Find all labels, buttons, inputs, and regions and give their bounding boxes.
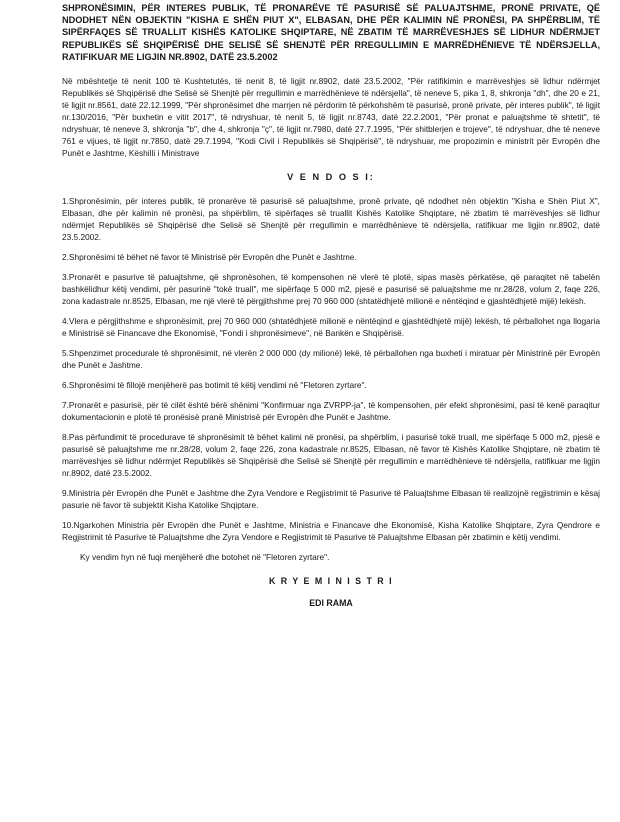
decision-item-8: 8.Pas përfundimit të procedurave të shpronësimit të bëhet kalimi në pronësi, pa shpërblim, i pasurisë tokë truall, me sipërfaqe 5 000 m2, pjesë e pasurisë së paluajtshme me nr.28/28, volum 2, faqe 226, zona kadastrale nr.8525, Elbasan, në favor të Kishës Katolike Shqiptare, në zbatim të marrëveshjes së lidhur ndërmjet Republikës së Shqipërisë dhe Selisë së Shenjtë për rregullimin e marrëdhënieve të ndërsjella, ratifikuar me ligjin nr.8902, datë 23.5.2002.: [62, 432, 600, 479]
closing-statement: Ky vendim hyn në fuqi menjëherë dhe botohet në "Fletoren zyrtare".: [80, 552, 330, 563]
decision-item-5: 5.Shpenzimet procedurale të shpronësimit, në vlerën 2 000 000 (dy milionë) lekë, të përballohen nga buxheti i miratuar për Ministrinë për Evropën dhe Punët e Jashtme.: [62, 348, 600, 371]
preamble-paragraph: Në mbështetje të nenit 100 të Kushtetutës, të nenit 8, të ligjit nr.8902, datë 23.5.2002, "Për ratifikimin e marrëveshjes së lidhur ndërmjet Republikës së Shqipërisë dhe Selisë së Shenjtë për rregullimin e marrëdhënieve të ndërsjella", të neneve 5, pika 1, 8, shkronja "dh", dhe 20 e 21, të ligjit nr.8561, datë 22.12.1999, "Për shpronësimet dhe marrjen në përdorim të përkohshëm të pasurisë, pronë private, për interes publik", të ligjit nr.130/2016, "Për buxhetin e vitit 2017", të ndryshuar, të nenit 5, të ligjit nr.8743, datë 22.2.2001, "Për pronat e paluajtshme të shtetit", të ndryshuar, të neneve 3, shkronja "b", dhe 4, shkronja "ç", të ligjit nr.7980, datë 27.7.1995, "Për shitblerjen e trojeve", të ndryshuar, dhe të neneve 761 e vijues, të ligjit nr.7850, datë 29.7.1994, "Kodi Civil i Republikës së Shqipërisë", të ndryshuar, me propozimin e ministrit për Evropën dhe Punët e Jashtme, Këshilli i Ministrave: [62, 76, 600, 159]
decision-item-3: 3.Pronarët e pasurive të paluajtshme, që shpronësohen, të kompensohen në vlerë të plotë, sipas masës përkatëse, që paraqitet në tabelën bashkëlidhur këtij vendimi, për pasurinë "tokë truall", me sipërfaqe 5 000 m2, pjesë e pasurisë së paluajtshme me nr.28/28, volum 2, faqe 226, zona kadastrale nr.8525, Elbasan, me një vlerë të përgjithshme prej 70 960 000 (shtatëdhjetë milionë e nëntëqind e gjashtëdhjetë mijë) lekësh.: [62, 272, 600, 307]
decision-item-9: 9.Ministria për Evropën dhe Punët e Jashtme dhe Zyra Vendore e Regjistrimit të Pasurive të Paluajtshme Elbasan të realizojnë regjistrimin e kësaj pasurie në favor të subjektit Kisha Katolike Shqiptare.: [62, 488, 600, 511]
decision-item-7: 7.Pronarët e pasurisë, për të cilët është bërë shënimi "Konfirmuar nga ZVRPP-ja", të kompensohen, për efekt shpronësimi, pasi të kenë paraqitur dokumentacionin e plotë të pronësisë pranë Ministrisë për Evropën dhe Punët e Jashtme.: [62, 400, 600, 423]
decision-item-6: 6.Shpronësimi të fillojë menjëherë pas botimit të këtij vendimi në "Fletoren zyrtare".: [62, 380, 367, 391]
signatory-title: K R Y E M I N I S T R I: [268, 576, 394, 587]
decision-item-2: 2.Shpronësimi të bëhet në favor të Ministrisë për Evropën dhe Punët e Jashtme.: [62, 252, 357, 263]
decision-item-4: 4.Vlera e përgjithshme e shpronësimit, prej 70 960 000 (shtatëdhjetë milionë e nëntëqind e gjashtëdhjetë mijë) lekësh, të përballohet nga llogaria e Ministrisë së Financave dhe Ekonomisë, "Fondi i shpronësimeve", në Bankën e Shqipërisë.: [62, 316, 600, 339]
decides-heading: V E N D O S I:: [287, 172, 375, 183]
signatory-name: EDI RAMA: [309, 598, 353, 609]
decision-item-10: 10.Ngarkohen Ministria për Evropën dhe Punët e Jashtme, Ministria e Financave dhe Ekonomisë, Kisha Katolike Shqiptare, Zyra Qendrore e Regjistrimit të Pasurive të Paluajtshme dhe Zyra Vendore e Regjistrimit të Pasurive të Paluajtshme Elbasan për zbatimin e këtij vendimi.: [62, 520, 600, 543]
document-title: SHPRONËSIMIN, PËR INTERES PUBLIK, TË PRONARËVE TË PASURISË SË PALUAJTSHME, PRONË PRIVATE, QË NDODHET NËN OBJEKTIN "KISHA E SHËN PIUT X", ELBASAN, DHE PËR KALIMIN NË PRONËSI, PA SHPËRBLIM, TË SIPËRFAQES SË TRUALLIT KISHËS KATOLIKE SHQIPTARE, NË ZBATIM TË MARRËVESHJES SË LIDHUR NDËRMJET REPUBLIKËS SË SHQIPËRISË DHE SELISË SË SHENJTË PËR RREGULLIMIN E MARRËDHËNIEVE TË NDËRSJELLA, RATIFIKUAR ME LIGJIN NR.8902, DATË 23.5.2002: [62, 3, 600, 62]
decision-item-1: 1.Shpronësimin, për interes publik, të pronarëve të pasurisë së paluajtshme, pronë private, që ndodhet nën objektin "Kisha e Shën Piut X", Elbasan, dhe për kalimin në pronësi, pa shpërblim, të sipërfaqes së truallit Kishës Katolike Shqiptare, në zbatim të marrëveshjes së lidhur ndërmjet Republikës së Shqipërisë dhe Selisë së Shenjtë për rregullimin e marrëdhënieve të ndërsjella, ratifikuar me ligjin nr.8902, datë 23.5.2002.: [62, 196, 600, 243]
